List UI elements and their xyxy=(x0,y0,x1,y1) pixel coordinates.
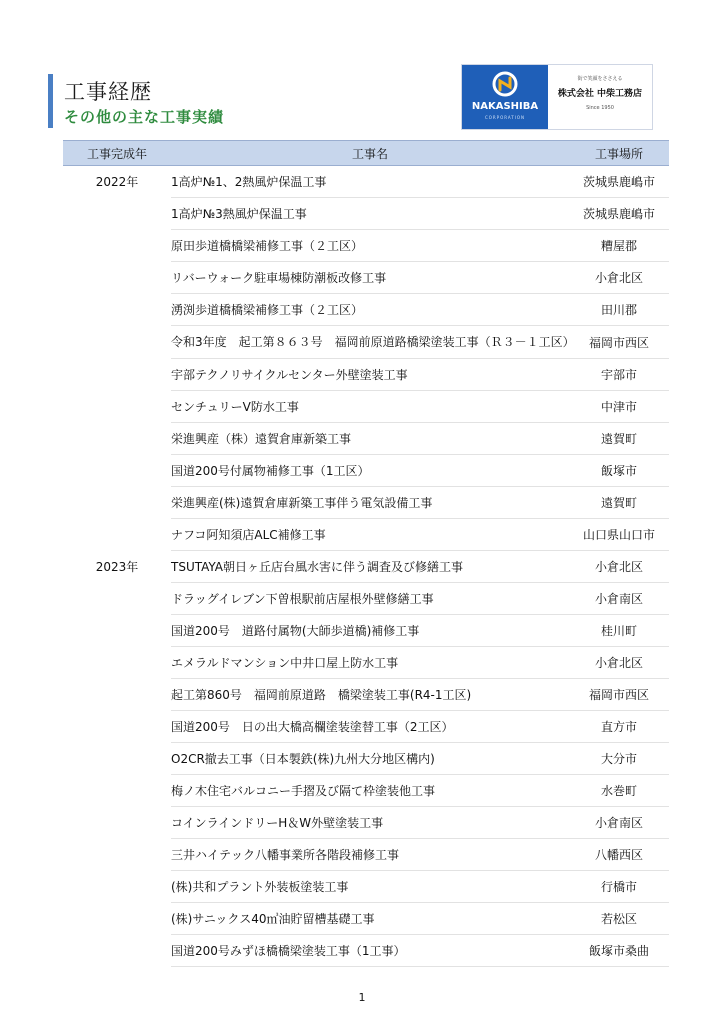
logo-tagline: 街で笑顔をささえる xyxy=(577,76,623,82)
work-place-cell: 山口県山口市 xyxy=(569,519,669,551)
table-row xyxy=(63,647,669,679)
table-row xyxy=(63,166,669,198)
work-place-cell: 福岡市西区 xyxy=(569,679,669,711)
year-cell xyxy=(63,807,171,839)
work-place-cell: 大分市 xyxy=(569,743,669,775)
work-name-cell: 国道200号 道路付属物(大師歩道橋)補修工事 xyxy=(171,615,569,647)
page-number: 1 xyxy=(358,991,366,1004)
work-name-cell: リバーウォーク駐車場棟防潮板改修工事 xyxy=(171,262,569,294)
page-title: 工事経歴 xyxy=(64,80,152,104)
work-place-cell: 行橋市 xyxy=(569,871,669,903)
work-place-cell: 糟屋郡 xyxy=(569,230,669,262)
year-cell xyxy=(63,583,171,615)
year-cell xyxy=(63,935,171,967)
table-row xyxy=(63,679,669,711)
year-cell xyxy=(63,711,171,743)
table-row xyxy=(63,775,669,807)
year-cell xyxy=(63,903,171,935)
year-cell xyxy=(63,391,171,423)
work-place-cell: 小倉南区 xyxy=(569,807,669,839)
logo-company-name: 株式会社 中柴工務店 xyxy=(557,89,643,99)
work-name-cell: コインラインドリーH＆W外壁塗装工事 xyxy=(171,807,569,839)
table-row xyxy=(63,519,669,551)
work-place-cell: 田川郡 xyxy=(569,294,669,326)
work-name-cell: エメラルドマンション中井口屋上防水工事 xyxy=(171,647,569,679)
table-row xyxy=(63,871,669,903)
company-logo xyxy=(461,64,653,130)
table-row xyxy=(63,230,669,262)
table-row xyxy=(63,615,669,647)
table-row xyxy=(63,391,669,423)
work-place-cell: 飯塚市 xyxy=(569,455,669,487)
table-row xyxy=(63,294,669,326)
logo-mark-icon xyxy=(492,71,518,97)
work-name-cell: 1高炉№3熱風炉保温工事 xyxy=(171,198,569,230)
work-name-cell: O2CR撤去工事（日本製鉄(株)九州大分地区構内) xyxy=(171,743,569,775)
work-place-cell: 福岡市西区 xyxy=(569,326,669,359)
table-row xyxy=(63,262,669,294)
table-row xyxy=(63,903,669,935)
table-row xyxy=(63,807,669,839)
work-place-cell: 中津市 xyxy=(569,391,669,423)
work-place-cell: 桂川町 xyxy=(569,615,669,647)
table-row xyxy=(63,359,669,391)
year-cell: 2023年 xyxy=(95,560,139,574)
work-place-cell: 小倉北区 xyxy=(569,551,669,583)
work-name-cell: 栄進興産(株)遠賀倉庫新築工事伴う電気設備工事 xyxy=(171,487,569,519)
table-header-row xyxy=(63,141,669,166)
table-row xyxy=(63,743,669,775)
table-row xyxy=(63,839,669,871)
work-name-cell: 1高炉№1、2熱風炉保温工事 xyxy=(171,166,569,198)
year-cell xyxy=(63,198,171,230)
header-year: 工事完成年 xyxy=(63,141,171,166)
table-row xyxy=(63,935,669,967)
work-name-cell: 国道200号付属物補修工事（1工区） xyxy=(171,455,569,487)
work-name-cell: 湧渕歩道橋橋梁補修工事（２工区） xyxy=(171,294,569,326)
work-place-cell: 直方市 xyxy=(569,711,669,743)
work-place-cell: 茨城県鹿嶋市 xyxy=(569,166,669,198)
work-place-cell: 小倉南区 xyxy=(569,583,669,615)
work-place-cell: 小倉北区 xyxy=(569,262,669,294)
work-name-cell: 宇部テクノリサイクルセンター外壁塗装工事 xyxy=(171,359,569,391)
year-cell xyxy=(63,423,171,455)
logo-corporation: CORPORATION xyxy=(484,115,526,120)
work-name-cell: センチュリーⅤ防水工事 xyxy=(171,391,569,423)
work-name-cell: (株)サニックス40㎥油貯留槽基礎工事 xyxy=(171,903,569,935)
year-cell xyxy=(63,487,171,519)
year-cell xyxy=(63,679,171,711)
year-cell xyxy=(63,519,171,551)
work-place-cell: 宇部市 xyxy=(569,359,669,391)
work-place-cell: 飯塚市桑曲 xyxy=(569,935,669,967)
accent-bar xyxy=(48,74,53,128)
work-name-cell: ドラッグイレブン下曽根駅前店屋根外壁修繕工事 xyxy=(171,583,569,615)
year-cell xyxy=(63,326,171,359)
work-name-cell: 起工第860号 福岡前原道路 橋梁塗装工事(R4-1工区) xyxy=(171,679,569,711)
year-cell xyxy=(63,359,171,391)
table-row xyxy=(63,487,669,519)
work-name-cell: 栄進興産（株）遠賀倉庫新築工事 xyxy=(171,423,569,455)
logo-text-block xyxy=(548,65,652,129)
table-row xyxy=(63,455,669,487)
work-name-cell: (株)共和プラント外装板塗装工事 xyxy=(171,871,569,903)
logo-name: NAKASHIBA xyxy=(471,101,539,112)
page-subtitle: その他の主な工事実績 xyxy=(64,108,225,126)
year-cell xyxy=(63,871,171,903)
year-cell xyxy=(63,262,171,294)
work-place-cell: 若松区 xyxy=(569,903,669,935)
year-cell xyxy=(63,294,171,326)
work-name-cell: 三井ハイテック八幡事業所各階段補修工事 xyxy=(171,839,569,871)
work-name-cell: 国道200号みずほ橋橋梁塗装工事（1工事） xyxy=(171,935,569,967)
works-table-body xyxy=(63,166,669,967)
work-place-cell: 小倉北区 xyxy=(569,647,669,679)
year-cell xyxy=(63,455,171,487)
header-place: 工事場所 xyxy=(569,141,669,166)
work-name-cell: 梅ノ木住宅バルコニー手摺及び隔て枠塗装他工事 xyxy=(171,775,569,807)
year-cell: 2022年 xyxy=(95,175,139,190)
work-name-cell: ナフコ阿知須店ALC補修工事 xyxy=(171,519,569,551)
table-row xyxy=(63,583,669,615)
year-cell xyxy=(63,839,171,871)
table-row xyxy=(63,326,669,359)
work-place-cell: 八幡西区 xyxy=(569,839,669,871)
year-cell xyxy=(63,775,171,807)
work-name-cell: 国道200号 日の出大橋高欄塗装塗替工事（2工区） xyxy=(171,711,569,743)
work-place-cell: 水巻町 xyxy=(569,775,669,807)
work-place-cell: 茨城県鹿嶋市 xyxy=(569,198,669,230)
year-cell xyxy=(63,743,171,775)
work-place-cell: 遠賀町 xyxy=(569,423,669,455)
work-name-cell: 原田歩道橋橋梁補修工事（２工区） xyxy=(171,230,569,262)
year-cell xyxy=(63,230,171,262)
year-cell xyxy=(63,647,171,679)
table-row xyxy=(63,198,669,230)
work-name-cell: TSUTAYA朝日ヶ丘店台風水害に伴う調査及び修繕工事 xyxy=(171,551,569,583)
logo-emblem xyxy=(462,65,548,129)
works-table xyxy=(63,140,669,967)
header-name: 工事名 xyxy=(171,141,569,166)
work-name-cell: 令和3年度 起工第８６３号 福岡前原道路橋梁塗装工事（Ｒ３－１工区） xyxy=(171,326,569,359)
table-row xyxy=(63,711,669,743)
year-cell xyxy=(63,615,171,647)
logo-since: Since 1950 xyxy=(586,105,614,111)
table-row xyxy=(63,423,669,455)
table-row xyxy=(63,551,669,583)
work-place-cell: 遠賀町 xyxy=(569,487,669,519)
